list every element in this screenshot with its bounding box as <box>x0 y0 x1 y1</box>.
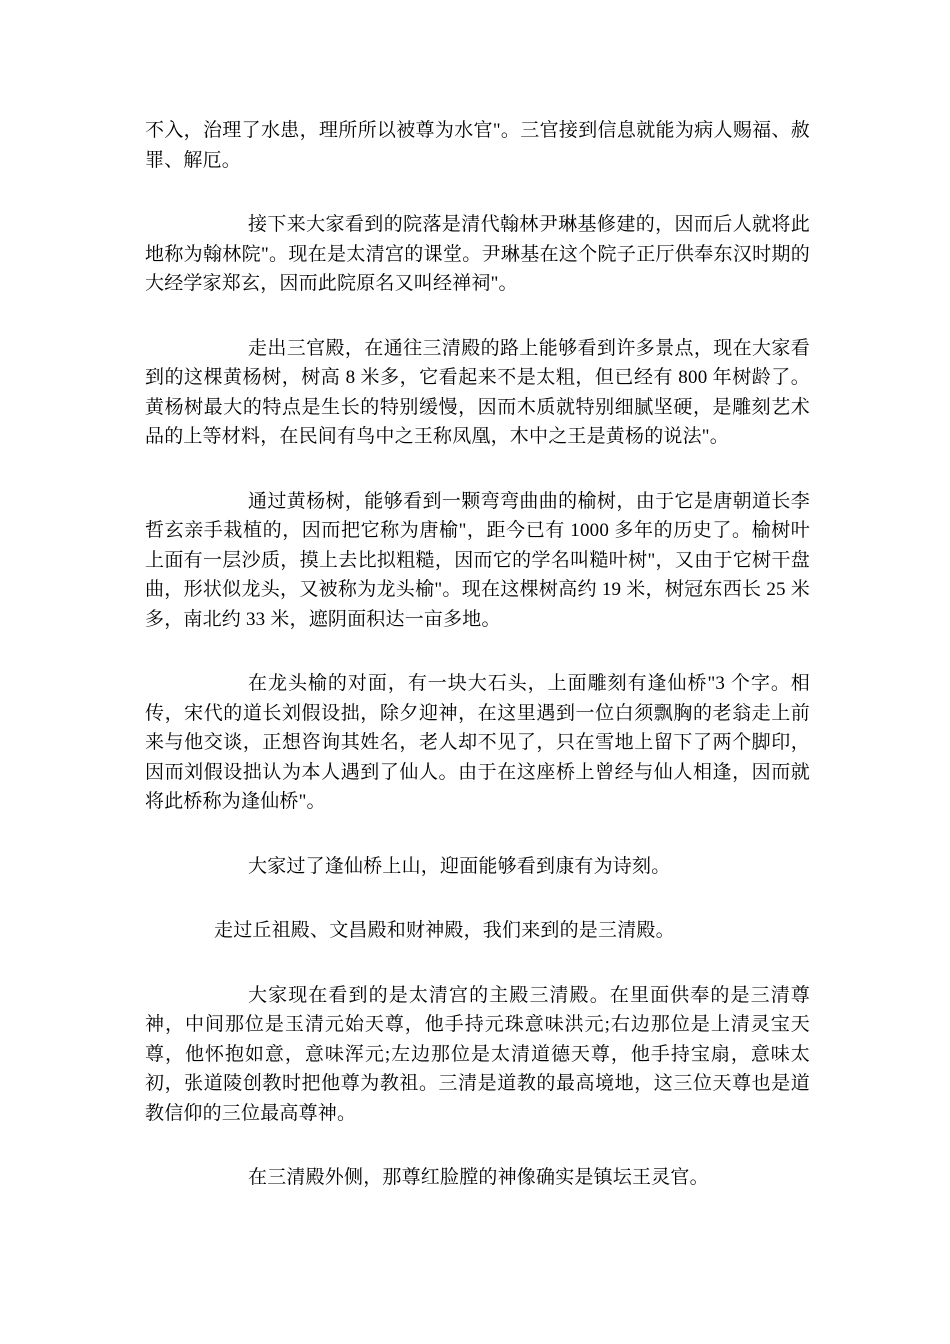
document-body <box>145 116 810 1193</box>
paragraph-hanlin-courtyard: 接下来大家看到的院落是清代翰林尹琳基修建的，因而后人就将此地称为翰林院"。现在是太清宫的课堂。尹琳基在这个院子正厅供奉东汉时期的大经学家郑玄，因而此院原名又叫经禅祠"。 <box>145 214 810 294</box>
paragraph-continuation: 不入，治理了水患，理所所以被尊为水官"。三官接到信息就能为病人赐福、赦罪、解厄。 <box>145 120 810 171</box>
paragraph-sanqing-hall: 大家现在看到的是太清宫的主殿三清殿。在里面供奉的是三清尊神，中间那位是玉清元始天尊，他手持元珠意味洪元;右边那位是上清灵宝天尊，他怀抱如意，意味浑元;左边那位是太清道德天尊，他手持宝扇，意味太初，张道陵创教时把他尊为教祖。三清是道教的最高境地，这三位天尊也是道教信仰的三位最高尊神。 <box>145 984 810 1124</box>
paragraph-wanglingguan: 在三清殿外侧，那尊红脸膛的神像确实是镇坛王灵官。 <box>248 1167 709 1188</box>
paragraph-fengxian-bridge: 在龙头榆的对面，有一块大石头，上面雕刻有逢仙桥"3 个字。相传，宋代的道长刘假设拙，除夕迎神，在这里遇到一位白须飘胸的老翁走上前来与他交谈，正想咨询其姓名，老人却不见了，只在雪地上留下了两个脚印，因而刘假设拙认为本人遇到了仙人。由于在这座桥上曾经与仙人相逢，因而就将此桥称为逢仙桥"。 <box>145 673 810 812</box>
paragraph-elm-tree: 通过黄杨树，能够看到一颗弯弯曲曲的榆树，由于它是唐朝道长李哲玄亲手栽植的，因而把它称为唐榆"，距今已有 1000 多年的历史了。榆树叶上面有一层沙质，摸上去比拟粗糙，因而它的学名叫糙叶树"，又由于它树干盘曲，形状似龙头，又被称为龙头榆"。现在这棵树高约 19 米，树冠东西长 25 米多，南北约 33 米，遮阴面积达一亩多地。 <box>145 490 810 630</box>
paragraph-kangyouwei-inscription: 大家过了逢仙桥上山，迎面能够看到康有为诗刻。 <box>248 855 671 877</box>
paragraph-boxwood-tree: 走出三官殿，在通往三清殿的路上能够看到许多景点，现在大家看到的这棵黄杨树，树高 8 米多，它看起来不是太粗，但已经有 800 年树龄了。黄杨树最大的特点是生长的特别缓慢，因而木质就特别细腻坚硬，是雕刻艺术品的上等材料，在民间有鸟中之王称凤凰，木中之王是黄杨的说法"。 <box>145 337 810 447</box>
paragraph-route-to-sanqing: 走过丘祖殿、文昌殿和财神殿，我们来到的是三清殿。 <box>214 920 675 941</box>
